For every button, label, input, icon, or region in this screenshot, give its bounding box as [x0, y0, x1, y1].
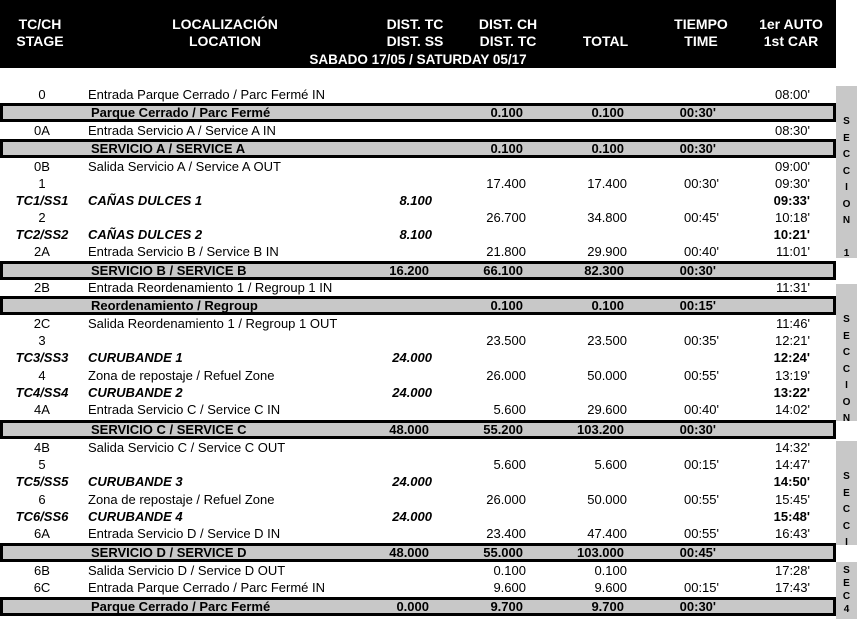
cell-first-car: 16:43': [774, 526, 810, 541]
cell-dist-tc: 24.000: [392, 350, 432, 365]
cell-dist-tc: 16.200: [389, 263, 429, 278]
cell-location: CAÑAS DULCES 2: [88, 227, 203, 242]
summary-row: [0, 103, 836, 122]
cell-location: Salida Servicio D / Service D OUT: [88, 563, 286, 578]
cell-dist-ch: 26.000: [486, 492, 526, 507]
cell-stage: TC2/SS2: [15, 227, 69, 242]
table-row: [0, 332, 836, 349]
cell-first-car: 11:01': [775, 244, 810, 259]
cell-stage: 0: [38, 87, 46, 102]
cell-dist-ch: 23.500: [486, 333, 526, 348]
cell-stage: 0B: [34, 159, 50, 174]
section-marker: [836, 86, 857, 258]
cell-first-car: 17:43': [774, 580, 810, 595]
cell-location: Entrada Servicio A / Service A IN: [88, 123, 276, 138]
cell-stage: 3: [38, 333, 46, 348]
section-letter: C: [842, 149, 851, 160]
summary-row: [0, 261, 836, 280]
cell-dist-ch: 0.100: [490, 141, 523, 156]
table-row: [0, 175, 836, 192]
cell-stage: 4B: [34, 440, 50, 455]
section-letter: C: [842, 520, 851, 532]
cell-stage: TC4/SS4: [15, 385, 69, 400]
summary-row: [0, 139, 836, 158]
table-row: [0, 158, 836, 175]
cell-first-car: 13:19': [774, 368, 810, 383]
table-row: [0, 579, 836, 596]
cell-dist-tc: 24.000: [392, 509, 432, 524]
cell-first-car: 15:48': [773, 509, 810, 524]
cell-total: 0.100: [591, 105, 624, 120]
cell-location: SERVICIO D / SERVICE D: [91, 545, 247, 560]
special-stage-row: [0, 349, 836, 366]
cell-first-car: 10:18': [774, 210, 810, 225]
summary-row: [0, 597, 836, 616]
cell-first-car: 14:02': [774, 402, 810, 417]
cell-first-car: 08:30': [774, 123, 810, 138]
section-marker: [836, 562, 857, 619]
section-letter: C: [842, 347, 851, 358]
section-marker: [836, 441, 857, 545]
table-row: [0, 525, 836, 542]
cell-total: 29.900: [587, 244, 627, 259]
cell-stage: 6: [38, 492, 46, 507]
cell-dist-tc: 48.000: [389, 422, 429, 437]
special-stage-row: [0, 384, 836, 401]
section-letter: N: [842, 413, 851, 421]
cell-time: 00:30': [683, 176, 719, 191]
section-letter: E: [843, 330, 850, 342]
section-letter: [836, 230, 857, 247]
cell-total: 50.000: [587, 368, 627, 383]
section-letter: O: [842, 396, 851, 408]
cell-location: Zona de repostaje / Refuel Zone: [88, 492, 275, 507]
section-letter: I: [845, 380, 848, 391]
section-letter: C: [842, 363, 851, 375]
table-row: [0, 209, 836, 226]
table-row: [0, 401, 836, 418]
section-letter: E: [843, 132, 850, 144]
cell-location: CURUBANDE 2: [88, 385, 183, 400]
cell-dist-tc: 0.000: [396, 599, 429, 614]
cell-stage: TC1/SS1: [15, 193, 69, 208]
header-first-car: 1er AUTO 1st CAR: [759, 16, 823, 49]
cell-first-car: 11:46': [775, 316, 810, 331]
cell-stage: 6C: [33, 580, 51, 595]
cell-time: 00:30': [679, 105, 716, 120]
section-letter: I: [845, 182, 848, 193]
cell-time: 00:45': [683, 210, 719, 225]
summary-row: [0, 296, 836, 315]
cell-location: Entrada Parque Cerrado / Parc Fermé IN: [88, 580, 325, 595]
section-letter: O: [842, 198, 851, 210]
table-row: [0, 122, 836, 139]
cell-time: 00:15': [683, 580, 719, 595]
cell-time: 00:55': [683, 526, 719, 541]
cell-dist-ch: 17.400: [486, 176, 526, 191]
cell-location: CURUBANDE 4: [88, 509, 183, 524]
cell-stage: 2B: [34, 280, 50, 295]
cell-stage: 4: [38, 368, 46, 383]
cell-dist-ch: 55.200: [483, 422, 523, 437]
cell-total: 47.400: [587, 526, 627, 541]
special-stage-row: [0, 473, 836, 490]
table-row: [0, 315, 836, 332]
cell-first-car: 11:31': [775, 280, 810, 295]
table-header: [0, 0, 836, 68]
section-letter: C: [842, 165, 851, 177]
cell-time: 00:45': [679, 545, 716, 560]
cell-location: CURUBANDE 3: [88, 474, 183, 489]
cell-location: SERVICIO B / SERVICE B: [91, 263, 247, 278]
cell-first-car: 08:00': [774, 87, 810, 102]
cell-time: 00:30': [679, 263, 716, 278]
cell-stage: 0A: [34, 123, 50, 138]
header-dist-ch: DIST. CH DIST. TC: [478, 16, 538, 49]
cell-dist-tc: 8.100: [399, 193, 432, 208]
cell-stage: 2A: [34, 244, 50, 259]
table-row: [0, 456, 836, 473]
cell-dist-ch: 9.600: [493, 580, 526, 595]
cell-dist-ch: 55.000: [483, 545, 523, 560]
section-letter: C: [842, 591, 851, 602]
cell-first-car: 13:22': [773, 385, 810, 400]
cell-total: 0.100: [594, 563, 627, 578]
header-location: LOCALIZACIÓN LOCATION: [172, 16, 278, 49]
cell-location: Entrada Servicio B / Service B IN: [88, 244, 279, 259]
cell-time: 00:40': [683, 244, 719, 259]
cell-location: SERVICIO C / SERVICE C: [91, 422, 247, 437]
cell-first-car: 10:21': [773, 227, 810, 242]
cell-time: 00:40': [683, 402, 719, 417]
cell-first-car: 09:33': [773, 193, 810, 208]
section-letter: S: [843, 314, 850, 325]
table-row: [0, 562, 836, 579]
cell-time: 00:30': [679, 422, 716, 437]
header-time: TIEMPO TIME: [674, 16, 728, 49]
cell-first-car: 09:00': [774, 159, 810, 174]
cell-stage: 6A: [34, 526, 50, 541]
cell-location: Entrada Reordenamiento 1 / Regroup 1 IN: [88, 280, 333, 295]
cell-stage: 5: [38, 457, 46, 472]
header-total: TOTAL: [582, 33, 629, 49]
cell-first-car: 12:24': [773, 350, 810, 365]
cell-total: 103.200: [577, 422, 624, 437]
cell-dist-ch: 5.600: [493, 457, 526, 472]
cell-dist-ch: 0.100: [490, 298, 523, 313]
cell-first-car: 14:47': [774, 457, 810, 472]
cell-location: CAÑAS DULCES 1: [88, 193, 203, 208]
section-letter: S: [843, 116, 850, 127]
cell-dist-ch: 0.100: [490, 105, 523, 120]
cell-dist-ch: 5.600: [493, 402, 526, 417]
section-letter: 4: [843, 604, 850, 615]
day-title: SABADO 17/05 / SATURDAY 05/17: [309, 52, 527, 67]
cell-dist-tc: 8.100: [399, 227, 432, 242]
cell-location: Entrada Servicio C / Service C IN: [88, 402, 281, 417]
table-row: [0, 243, 836, 260]
cell-dist-ch: 9.700: [490, 599, 523, 614]
cell-total: 29.600: [587, 402, 627, 417]
cell-total: 17.400: [587, 176, 627, 191]
cell-stage: TC5/SS5: [15, 474, 69, 489]
cell-location: CURUBANDE 1: [88, 350, 183, 365]
cell-location: Salida Reordenamiento 1 / Regroup 1 OUT: [88, 316, 338, 331]
cell-dist-ch: 26.000: [486, 368, 526, 383]
cell-total: 34.800: [587, 210, 627, 225]
cell-dist-tc: 24.000: [392, 474, 432, 489]
cell-stage: TC6/SS6: [15, 509, 69, 524]
section-letter: E: [843, 578, 850, 589]
cell-dist-ch: 23.400: [486, 526, 526, 541]
summary-row: [0, 543, 836, 562]
cell-time: 00:55': [683, 492, 719, 507]
cell-time: 00:30': [679, 599, 716, 614]
cell-total: 23.500: [587, 333, 627, 348]
cell-stage: 1: [38, 176, 46, 191]
cell-first-car: 17:28': [774, 563, 810, 578]
cell-total: 0.100: [591, 298, 624, 313]
section-marker: [836, 284, 857, 421]
cell-total: 103.000: [577, 545, 624, 560]
cell-location: Salida Servicio A / Service A OUT: [88, 159, 281, 174]
special-stage-row: [0, 192, 836, 209]
table-row: [0, 86, 836, 103]
header-dist-tc: DIST. TC DIST. SS: [386, 16, 444, 49]
section-letter: S: [843, 471, 850, 482]
cell-first-car: 14:32': [774, 440, 810, 455]
cell-stage: 2: [38, 210, 46, 225]
cell-time: 00:30': [679, 141, 716, 156]
cell-time: 00:55': [683, 368, 719, 383]
section-letter: I: [845, 537, 848, 545]
special-stage-row: [0, 226, 836, 243]
cell-location: Entrada Servicio D / Service D IN: [88, 526, 281, 541]
cell-location: Zona de repostaje / Refuel Zone: [88, 368, 275, 383]
cell-dist-ch: 26.700: [486, 210, 526, 225]
cell-total: 82.300: [584, 263, 624, 278]
section-letter: E: [843, 487, 850, 499]
cell-location: Parque Cerrado / Parc Fermé: [91, 105, 271, 120]
cell-location: SERVICIO A / SERVICE A: [91, 141, 246, 156]
cell-time: 00:15': [683, 457, 719, 472]
cell-total: 0.100: [591, 141, 624, 156]
cell-time: 00:15': [679, 298, 716, 313]
cell-stage: 4A: [34, 402, 50, 417]
section-letter: S: [843, 565, 850, 576]
cell-dist-ch: 21.800: [486, 244, 526, 259]
cell-first-car: 12:21': [774, 333, 810, 348]
cell-time: 00:35': [683, 333, 719, 348]
table-row: [0, 279, 836, 296]
cell-dist-tc: 48.000: [389, 545, 429, 560]
special-stage-row: [0, 508, 836, 525]
cell-dist-ch: 0.100: [493, 563, 526, 578]
cell-stage: 2C: [33, 316, 51, 331]
header-stage: TC/CH STAGE: [16, 16, 64, 49]
cell-total: 5.600: [594, 457, 627, 472]
cell-total: 9.700: [591, 599, 624, 614]
summary-row: [0, 420, 836, 439]
section-letter: N: [842, 215, 851, 226]
table-row: [0, 439, 836, 456]
table-row: [0, 491, 836, 508]
cell-stage: TC3/SS3: [15, 350, 69, 365]
table-row: [0, 367, 836, 384]
cell-first-car: 15:45': [774, 492, 810, 507]
cell-first-car: 09:30': [774, 176, 810, 191]
cell-location: Entrada Parque Cerrado / Parc Fermé IN: [88, 87, 325, 102]
cell-total: 9.600: [594, 580, 627, 595]
cell-first-car: 14:50': [773, 474, 810, 489]
section-letter: 1: [843, 248, 850, 258]
cell-location: Reordenamiento / Regroup: [91, 298, 258, 313]
section-letter: C: [842, 504, 851, 515]
cell-location: Parque Cerrado / Parc Fermé: [91, 599, 271, 614]
cell-dist-ch: 66.100: [483, 263, 523, 278]
cell-location: Salida Servicio C / Service C OUT: [88, 440, 286, 455]
cell-stage: 6B: [34, 563, 50, 578]
cell-total: 50.000: [587, 492, 627, 507]
cell-dist-tc: 24.000: [392, 385, 432, 400]
